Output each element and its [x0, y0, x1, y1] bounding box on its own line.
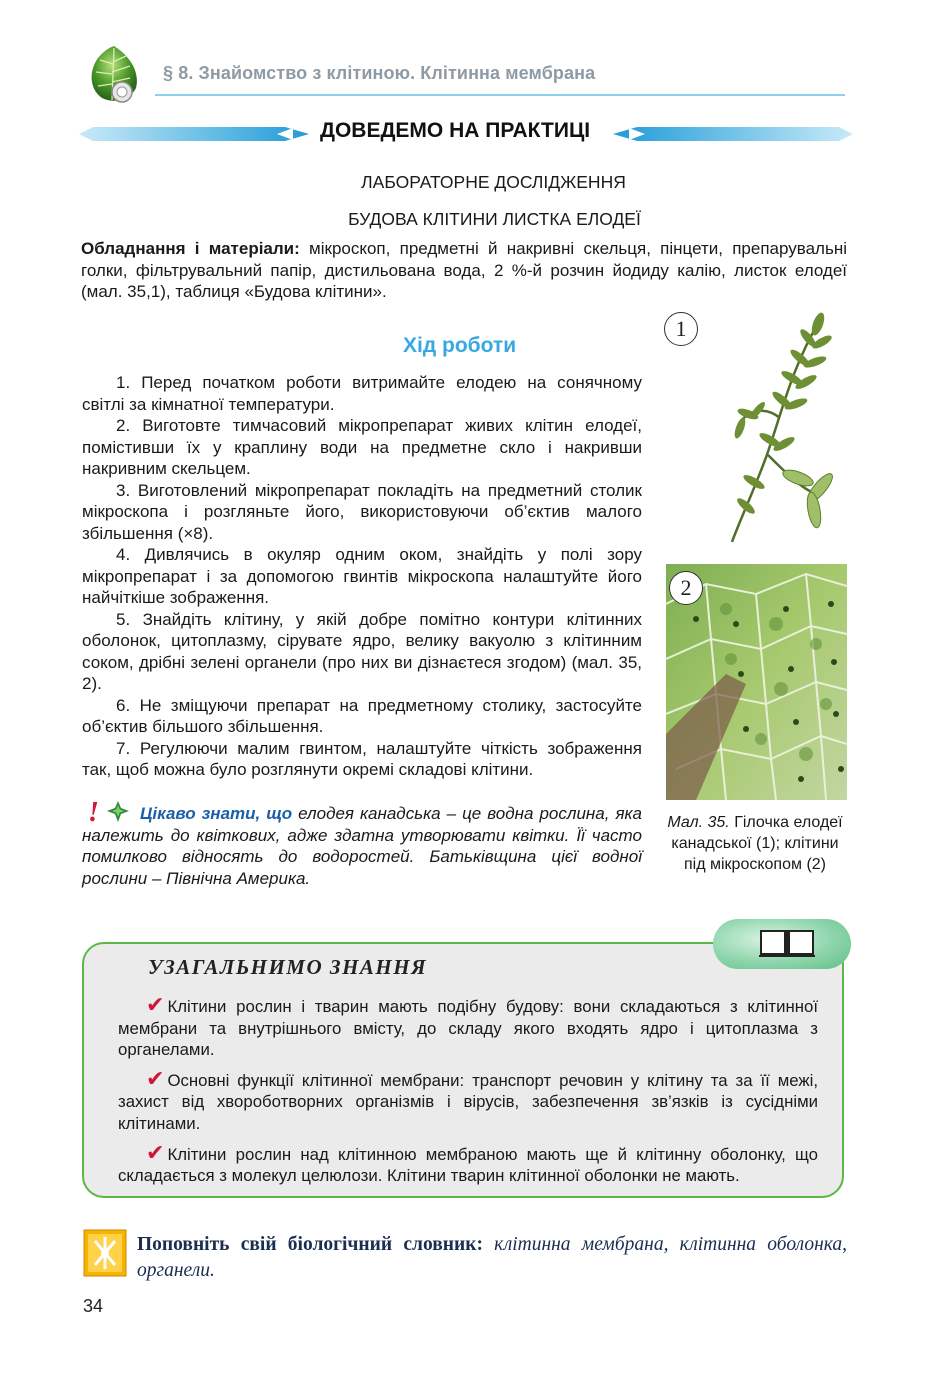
- steps-list: [82, 372, 642, 781]
- summary-item-text: Клітини рослин над клітинною мембраною мають ще й клітинну оболонку, що складається з молекул целюлози. Клітини тварин клітинної оболонки не мають.: [118, 1144, 818, 1186]
- equipment-paragraph: [81, 238, 847, 303]
- summary-item-text: Клітини рослин і тварин мають подібну будову: вони складаються з клітинної мембрани та внутрішнього вмісту, до складу якого входять ядро і цитоплазма з органелами.: [118, 997, 818, 1060]
- dictionary-task-icon: [83, 1229, 127, 1277]
- equipment-text: мікроскоп, предметні й накривні скельця, пінцети, препарувальні голки, фільтрувальний папір, дистильована вода, 2 %-й розчин йодиду калію, листок елодеї (мал. 35,1), таблиця «Будова клітини».: [81, 239, 847, 301]
- fact-lead: Цікаво знати, що: [140, 804, 293, 823]
- caption-text: Гілочка елодеї канадської (1); клітини під мікроскопом (2): [671, 814, 843, 873]
- running-title: § 8. Знайомство з клітиною. Клітинна мембрана: [163, 63, 596, 83]
- checkmark-icon: ✔: [146, 1139, 165, 1165]
- summary-item: [118, 1139, 818, 1187]
- page-number: 34: [83, 1296, 104, 1316]
- interesting-fact: [82, 803, 642, 889]
- figure-badge-2: 2: [669, 571, 703, 605]
- summary-list: [118, 994, 818, 1194]
- equipment-label: Обладнання і матеріали:: [81, 239, 300, 258]
- lab-title-heading: БУДОВА КЛІТИНИ ЛИСТКА ЕЛОДЕЇ: [348, 209, 641, 229]
- figure-caption: [660, 812, 850, 875]
- caption-label: Мал. 35.: [667, 814, 730, 831]
- step-item: 6. Не зміщуючи препарат на предметному столику, застосуйте об’єктив більшого збільшення.: [82, 695, 642, 736]
- elodea-branch-image: [670, 310, 840, 545]
- lab-type-heading: ЛАБОРАТОРНЕ ДОСЛІДЖЕННЯ: [361, 172, 626, 192]
- steps-title: Хід роботи: [403, 334, 517, 357]
- leaf-logo-icon: [84, 44, 144, 106]
- step-item: 2. Виготовте тимчасовий мікропрепарат живих клітин елодеї, помістивши їх у краплину води на предметне скло і накривши накривним скельцем.: [82, 416, 642, 478]
- step-item: 7. Регулюючи малим гвинтом, налаштуйте чіткість зображення так, щоб можна було розглянути окремі складові клітини.: [82, 738, 642, 779]
- step-item: 5. Знайдіть клітину, у якій добре помітно контури клітинних оболонок, цитоплазму, сірувате ядро, велику вакуолю з клітинним соком, дрібні зелені органели (про них ви дізнаєтеся згодом) (мал. 35, 2).: [82, 609, 642, 693]
- book-icon: [758, 928, 816, 958]
- summary-title: УЗАГАЛЬНИМО ЗНАННЯ: [148, 955, 428, 979]
- step-item: 4. Дивлячись в окуляр одним оком, знайдіть у полі зору мікропрепарат і за допомогою гвинтів мікроскопа налаштуйте його найчіткіше зображення.: [82, 545, 642, 607]
- section-banner-title: ДОВЕДЕМО НА ПРАКТИЦІ: [320, 119, 591, 142]
- summary-item-text: Основні функції клітинної мембрани: транспорт речовин у клітину та за її межі, захист від хвороботворних організмів і вірусів, забезпечення зв’язків із сусідніми клітинами.: [118, 1070, 818, 1133]
- summary-item: [118, 1065, 818, 1135]
- summary-item: [118, 994, 818, 1061]
- banner-arrow-left: [79, 125, 309, 143]
- checkmark-icon: ✔: [146, 1065, 165, 1091]
- dictionary-task: [137, 1232, 847, 1284]
- step-item: 1. Перед початком роботи витримайте елодею на сонячному світлі за кімнатної температури.: [82, 373, 642, 414]
- checkmark-icon: ✔: [146, 992, 165, 1017]
- exclamation-mark: !: [88, 798, 99, 824]
- step-item: 3. Виготовлений мікропрепарат покладіть на предметний столик мікроскопа і розгляньте його, використовуючи об’єктив малого збільшення (×8).: [82, 480, 642, 543]
- figure-badge-1: 1: [664, 312, 698, 346]
- dictionary-terms: клітинна мембрана, клітинна оболонка, органели.: [137, 1234, 848, 1281]
- banner-arrow-right: [613, 125, 853, 143]
- header-divider: [155, 94, 845, 96]
- dictionary-label: Поповніть свій біологічний словник:: [137, 1234, 483, 1255]
- fact-text: елодея канадська – це водна рослина, яка належить до квіткових, адже здатна утворювати квітки. Її часто помилково відносять до водоростей. Батьківщина цієї водної рослини – Північна Америка.: [82, 804, 643, 888]
